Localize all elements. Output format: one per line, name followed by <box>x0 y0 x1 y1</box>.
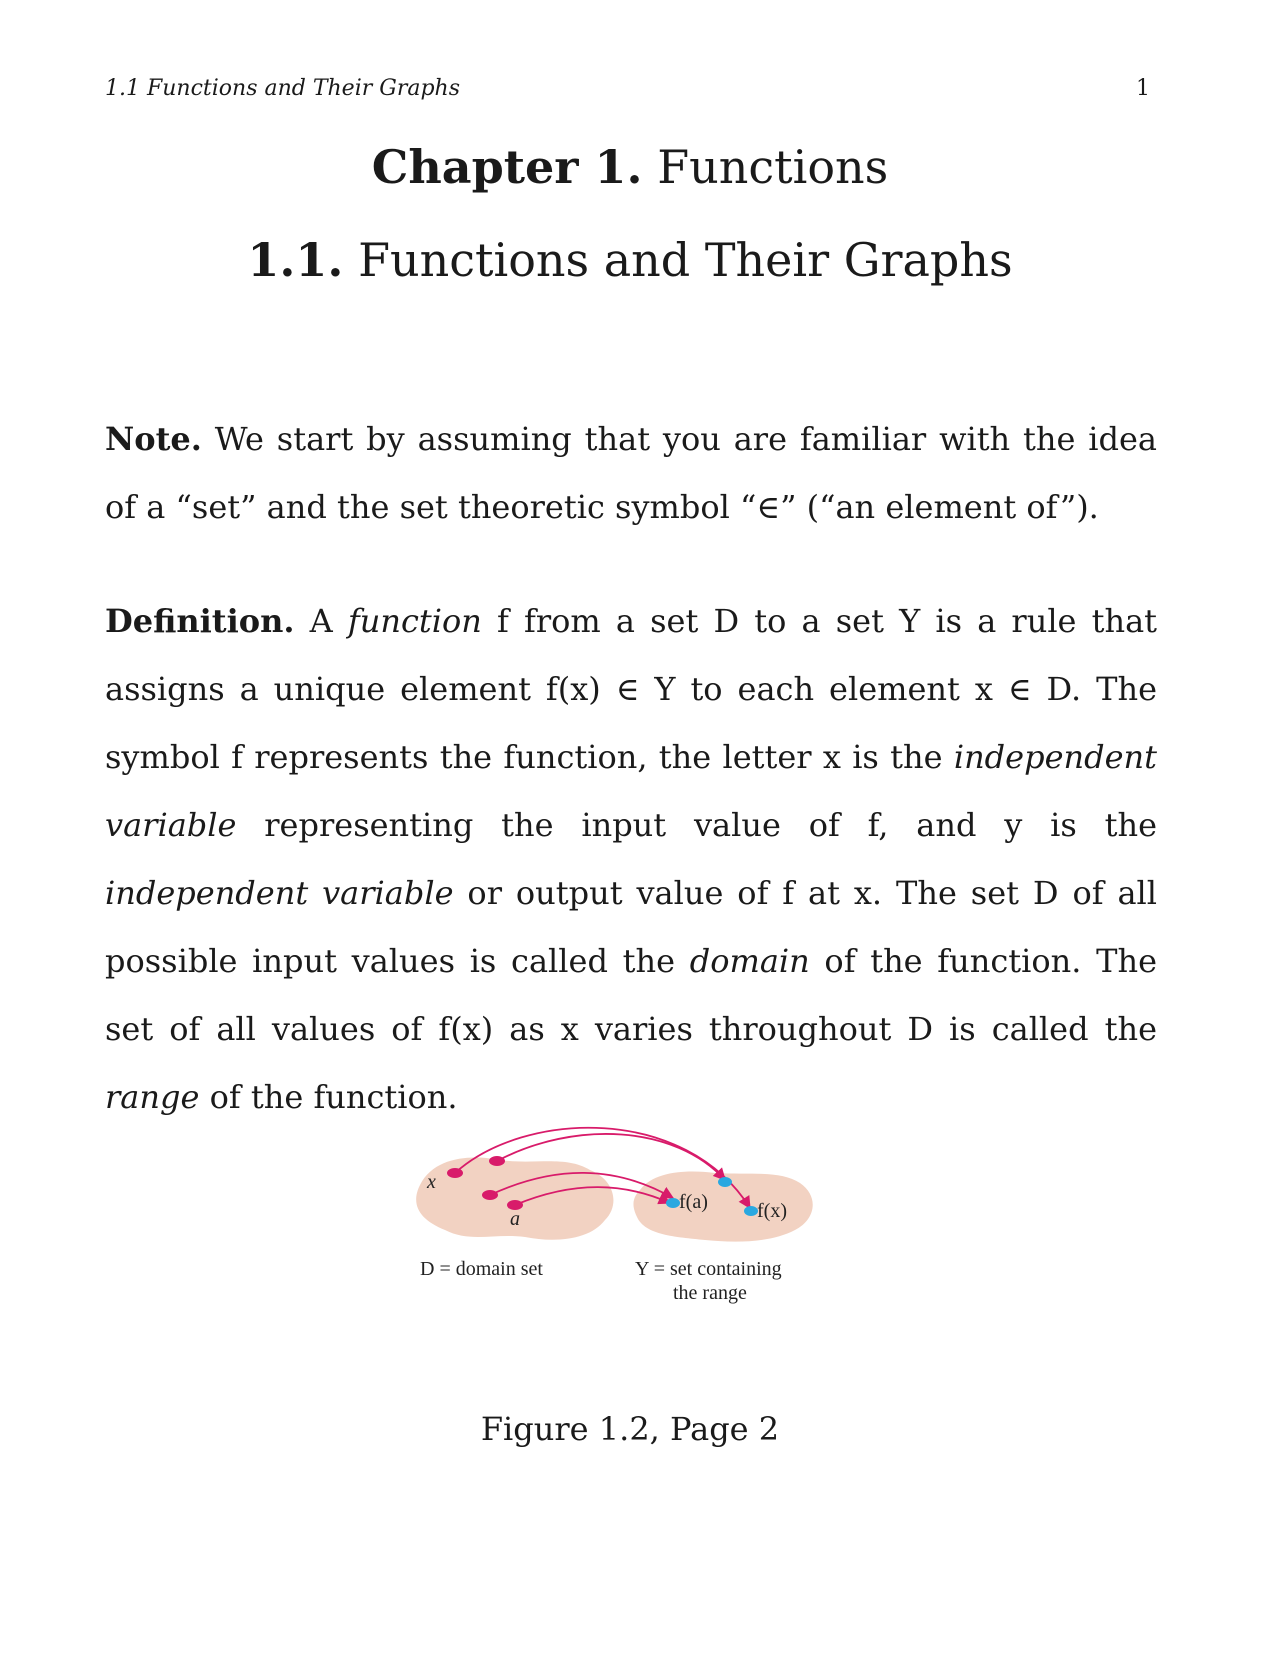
term-function: function <box>347 602 482 640</box>
definition-text-5: of the function. The set of all values of f(x) as x varies throughout D is called the <box>105 942 1158 1048</box>
note-text: We start by assuming that you are familiar with the idea of a “set” and the set theoretic symbol “∈” (“an element of”). <box>105 420 1158 526</box>
section-title <box>0 233 1260 287</box>
section-name: Functions and Their Graphs <box>358 233 1013 287</box>
input-dot-middle <box>482 1190 498 1200</box>
definition-paragraph <box>105 587 1157 1131</box>
label-domain-set: D = domain set <box>420 1258 543 1280</box>
section-label: 1.1. <box>247 233 344 287</box>
term-independent-variable: independent variable <box>105 738 1158 844</box>
function-mapping-figure <box>415 1125 835 1365</box>
definition-text-4: or output value of f at x. The set D of all possible input values is called the <box>105 874 1158 980</box>
page-number: 1 <box>1136 76 1150 101</box>
label-range-line2: the range <box>673 1282 747 1304</box>
definition-text-3: representing the input value of f, and y is the <box>264 806 1158 844</box>
definition-text-1: A <box>309 602 333 640</box>
term-range: range <box>105 1078 200 1116</box>
input-dot-x <box>447 1168 463 1178</box>
output-dot-upper <box>718 1177 732 1187</box>
term-domain: domain <box>689 942 810 980</box>
label-fa: f(a) <box>679 1191 708 1213</box>
output-dot-fa <box>666 1198 680 1208</box>
definition-text-6: of the function. <box>209 1078 458 1116</box>
label-x: x <box>427 1171 436 1193</box>
output-dot-fx <box>744 1206 758 1216</box>
term-independent-variable-2: independent variable <box>105 874 454 912</box>
chapter-label: Chapter 1. <box>371 140 643 194</box>
figure-caption: Figure 1.2, Page 2 <box>480 1410 780 1448</box>
definition-label: Definition. <box>105 602 295 640</box>
note-paragraph <box>105 405 1157 541</box>
label-range-line1: Y = set containing <box>635 1258 782 1280</box>
chapter-title <box>0 140 1260 194</box>
definition-text-2: f from a set D to a set Y is a rule that assigns a unique element f(x) ∈ Y to each element x ∈ D. The symbol f represents the function, the letter x is the <box>105 602 1158 776</box>
label-a: a <box>510 1208 520 1230</box>
chapter-name: Functions <box>657 140 889 194</box>
note-label: Note. <box>105 420 202 458</box>
input-dot-upper <box>489 1156 505 1166</box>
running-header: 1.1 Functions and Their Graphs <box>105 76 460 101</box>
label-fx: f(x) <box>757 1200 787 1222</box>
